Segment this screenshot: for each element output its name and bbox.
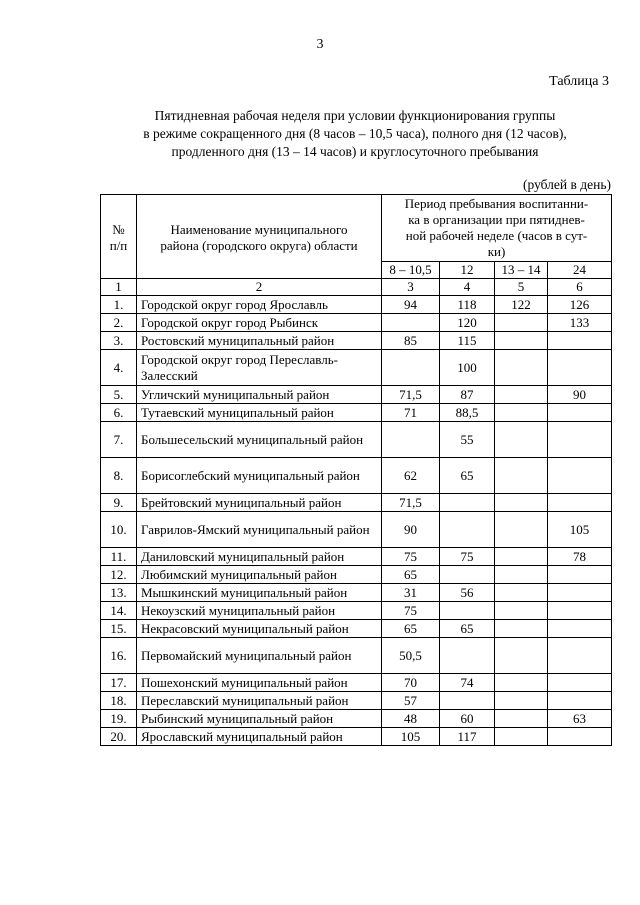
district-name-cell: Даниловский муниципальный район <box>137 548 382 566</box>
header-period-line: ки) <box>487 244 506 259</box>
rate-8-10-5-cell <box>382 314 440 332</box>
rate-12-cell: 74 <box>440 674 495 692</box>
district-name-cell: Городской округ город Рыбинск <box>137 314 382 332</box>
column-index-cell: 2 <box>137 279 382 296</box>
rate-13-14-cell <box>495 620 548 638</box>
rate-8-10-5-cell: 71,5 <box>382 386 440 404</box>
rate-12-cell: 60 <box>440 710 495 728</box>
header-period-line: ка в организации при пятиднев- <box>408 212 585 227</box>
table-row <box>101 296 612 314</box>
table-row <box>101 512 612 548</box>
district-name-cell: Большесельский муниципальный район <box>137 422 382 458</box>
rate-24-cell <box>548 602 612 620</box>
row-number-cell: 2. <box>101 314 137 332</box>
rate-8-10-5-cell: 31 <box>382 584 440 602</box>
rate-13-14-cell <box>495 566 548 584</box>
district-name-cell: Переславский муниципальный район <box>137 692 382 710</box>
row-number-cell: 1. <box>101 296 137 314</box>
rate-8-10-5-cell: 94 <box>382 296 440 314</box>
rate-8-10-5-cell: 85 <box>382 332 440 350</box>
header-period-cell <box>382 195 612 262</box>
rate-8-10-5-cell: 75 <box>382 602 440 620</box>
rate-13-14-cell <box>495 728 548 746</box>
page-number: 3 <box>316 37 324 52</box>
rate-24-cell <box>548 692 612 710</box>
rate-8-10-5-cell: 75 <box>382 548 440 566</box>
row-number-cell: 14. <box>101 602 137 620</box>
district-name-cell: Ростовский муниципальный район <box>137 332 382 350</box>
tariff-table <box>100 194 612 746</box>
row-number-cell: 20. <box>101 728 137 746</box>
table-row <box>101 674 612 692</box>
rate-13-14-cell <box>495 350 548 386</box>
rate-24-cell: 78 <box>548 548 612 566</box>
table-row <box>101 728 612 746</box>
table-label: Таблица 3 <box>549 74 609 89</box>
rate-8-10-5-cell: 90 <box>382 512 440 548</box>
district-name-cell: Брейтовский муниципальный район <box>137 494 382 512</box>
row-number-cell: 13. <box>101 584 137 602</box>
header-period-line: Период пребывания воспитанни- <box>404 196 589 211</box>
table-row <box>101 548 612 566</box>
rate-24-cell: 133 <box>548 314 612 332</box>
rate-12-cell: 65 <box>440 620 495 638</box>
table-row <box>101 314 612 332</box>
row-number-cell: 11. <box>101 548 137 566</box>
header-num-cell <box>101 195 137 279</box>
rate-12-cell <box>440 512 495 548</box>
rate-13-14-cell <box>495 314 548 332</box>
rate-12-cell: 65 <box>440 458 495 494</box>
column-index-cell: 6 <box>548 279 612 296</box>
district-name-cell: Ярославский муниципальный район <box>137 728 382 746</box>
row-number-cell: 15. <box>101 620 137 638</box>
rate-24-cell <box>548 674 612 692</box>
district-name-cell: Городской округ город Переславль-Залесский <box>137 350 382 386</box>
rate-8-10-5-cell: 65 <box>382 566 440 584</box>
district-name-cell: Первомайский муниципальный район <box>137 638 382 674</box>
unit-note: (рублей в день) <box>523 177 611 192</box>
row-number-cell: 16. <box>101 638 137 674</box>
district-name-cell: Любимский муниципальный район <box>137 566 382 584</box>
rate-12-cell: 87 <box>440 386 495 404</box>
row-number-cell: 17. <box>101 674 137 692</box>
rate-24-cell <box>548 728 612 746</box>
rate-12-cell <box>440 566 495 584</box>
rate-8-10-5-cell <box>382 350 440 386</box>
table-row <box>101 620 612 638</box>
rate-13-14-cell <box>495 332 548 350</box>
row-number-cell: 3. <box>101 332 137 350</box>
district-name-cell: Угличский муниципальный район <box>137 386 382 404</box>
table-caption <box>100 107 610 161</box>
rate-8-10-5-cell: 62 <box>382 458 440 494</box>
district-name-cell: Рыбинский муниципальный район <box>137 710 382 728</box>
caption-line: продленного дня (13 – 14 часов) и круглосуточного пребывания <box>171 144 539 159</box>
rate-12-cell: 117 <box>440 728 495 746</box>
row-number-cell: 8. <box>101 458 137 494</box>
caption-line: в режиме сокращенного дня (8 часов – 10,5 часа), полного дня (12 часов), <box>143 126 567 141</box>
rate-13-14-cell <box>495 674 548 692</box>
district-name-cell: Мышкинский муниципальный район <box>137 584 382 602</box>
rate-24-cell <box>548 458 612 494</box>
rate-24-cell <box>548 404 612 422</box>
rate-12-cell: 55 <box>440 422 495 458</box>
rate-24-cell <box>548 638 612 674</box>
row-number-cell: 7. <box>101 422 137 458</box>
column-index-cell: 1 <box>101 279 137 296</box>
table-row <box>101 584 612 602</box>
table-row <box>101 458 612 494</box>
header-name-line: Наименование муниципального <box>170 221 348 237</box>
rate-13-14-cell <box>495 494 548 512</box>
rate-13-14-cell: 122 <box>495 296 548 314</box>
rate-8-10-5-cell: 71 <box>382 404 440 422</box>
table-row <box>101 386 612 404</box>
rate-24-cell: 126 <box>548 296 612 314</box>
header-name-line: района (городского округа) области <box>160 237 358 253</box>
rate-24-cell <box>548 332 612 350</box>
district-name-cell: Некоузский муниципальный район <box>137 602 382 620</box>
rate-12-cell: 118 <box>440 296 495 314</box>
table-row <box>101 404 612 422</box>
rate-12-cell <box>440 494 495 512</box>
rate-12-cell: 75 <box>440 548 495 566</box>
subheader-cell: 24 <box>548 262 612 279</box>
rate-12-cell: 100 <box>440 350 495 386</box>
rate-13-14-cell <box>495 512 548 548</box>
subheader-cell: 12 <box>440 262 495 279</box>
column-index-cell: 3 <box>382 279 440 296</box>
rate-24-cell: 90 <box>548 386 612 404</box>
table-row <box>101 332 612 350</box>
table-row <box>101 422 612 458</box>
header-num-line: п/п <box>109 237 128 253</box>
rate-13-14-cell <box>495 422 548 458</box>
rate-12-cell <box>440 602 495 620</box>
row-number-cell: 4. <box>101 350 137 386</box>
rate-13-14-cell <box>495 404 548 422</box>
rate-12-cell <box>440 638 495 674</box>
rate-24-cell <box>548 584 612 602</box>
row-number-cell: 6. <box>101 404 137 422</box>
header-name-cell <box>137 195 382 279</box>
district-name-cell: Некрасовский муниципальный район <box>137 620 382 638</box>
rate-12-cell: 88,5 <box>440 404 495 422</box>
rate-13-14-cell <box>495 602 548 620</box>
rate-8-10-5-cell <box>382 422 440 458</box>
row-number-cell: 10. <box>101 512 137 548</box>
table-row <box>101 602 612 620</box>
subheader-cell: 13 – 14 <box>495 262 548 279</box>
rate-13-14-cell <box>495 386 548 404</box>
district-name-cell: Тутаевский муниципальный район <box>137 404 382 422</box>
rate-12-cell: 120 <box>440 314 495 332</box>
rate-13-14-cell <box>495 584 548 602</box>
table-row <box>101 566 612 584</box>
rate-13-14-cell <box>495 710 548 728</box>
table-row <box>101 638 612 674</box>
rate-8-10-5-cell: 70 <box>382 674 440 692</box>
rate-13-14-cell <box>495 638 548 674</box>
rate-12-cell: 56 <box>440 584 495 602</box>
subheader-cell: 8 – 10,5 <box>382 262 440 279</box>
rate-24-cell <box>548 422 612 458</box>
header-period-line: ной рабочей неделе (часов в сут- <box>405 228 588 243</box>
column-index-row <box>101 279 612 296</box>
row-number-cell: 19. <box>101 710 137 728</box>
district-name-cell: Гаврилов-Ямский муниципальный район <box>137 512 382 548</box>
rate-24-cell <box>548 350 612 386</box>
column-index-cell: 4 <box>440 279 495 296</box>
row-number-cell: 12. <box>101 566 137 584</box>
district-name-cell: Городской округ город Ярославль <box>137 296 382 314</box>
rate-13-14-cell <box>495 692 548 710</box>
rate-8-10-5-cell: 71,5 <box>382 494 440 512</box>
header-row <box>101 195 612 262</box>
rate-13-14-cell <box>495 458 548 494</box>
table-row <box>101 494 612 512</box>
rate-12-cell <box>440 692 495 710</box>
rate-8-10-5-cell: 105 <box>382 728 440 746</box>
row-number-cell: 18. <box>101 692 137 710</box>
district-name-cell: Пошехонский муниципальный район <box>137 674 382 692</box>
rate-24-cell: 63 <box>548 710 612 728</box>
rate-8-10-5-cell: 48 <box>382 710 440 728</box>
header-num-line: № <box>112 221 125 237</box>
table-row <box>101 710 612 728</box>
rate-8-10-5-cell: 57 <box>382 692 440 710</box>
rate-13-14-cell <box>495 548 548 566</box>
table-row <box>101 692 612 710</box>
rate-12-cell: 115 <box>440 332 495 350</box>
table-row <box>101 350 612 386</box>
row-number-cell: 5. <box>101 386 137 404</box>
rate-24-cell <box>548 566 612 584</box>
column-index-cell: 5 <box>495 279 548 296</box>
row-number-cell: 9. <box>101 494 137 512</box>
rate-8-10-5-cell: 50,5 <box>382 638 440 674</box>
rate-8-10-5-cell: 65 <box>382 620 440 638</box>
caption-line: Пятидневная рабочая неделя при условии функционирования группы <box>154 108 556 123</box>
rate-24-cell <box>548 494 612 512</box>
rate-24-cell <box>548 620 612 638</box>
district-name-cell: Борисоглебский муниципальный район <box>137 458 382 494</box>
rate-24-cell: 105 <box>548 512 612 548</box>
